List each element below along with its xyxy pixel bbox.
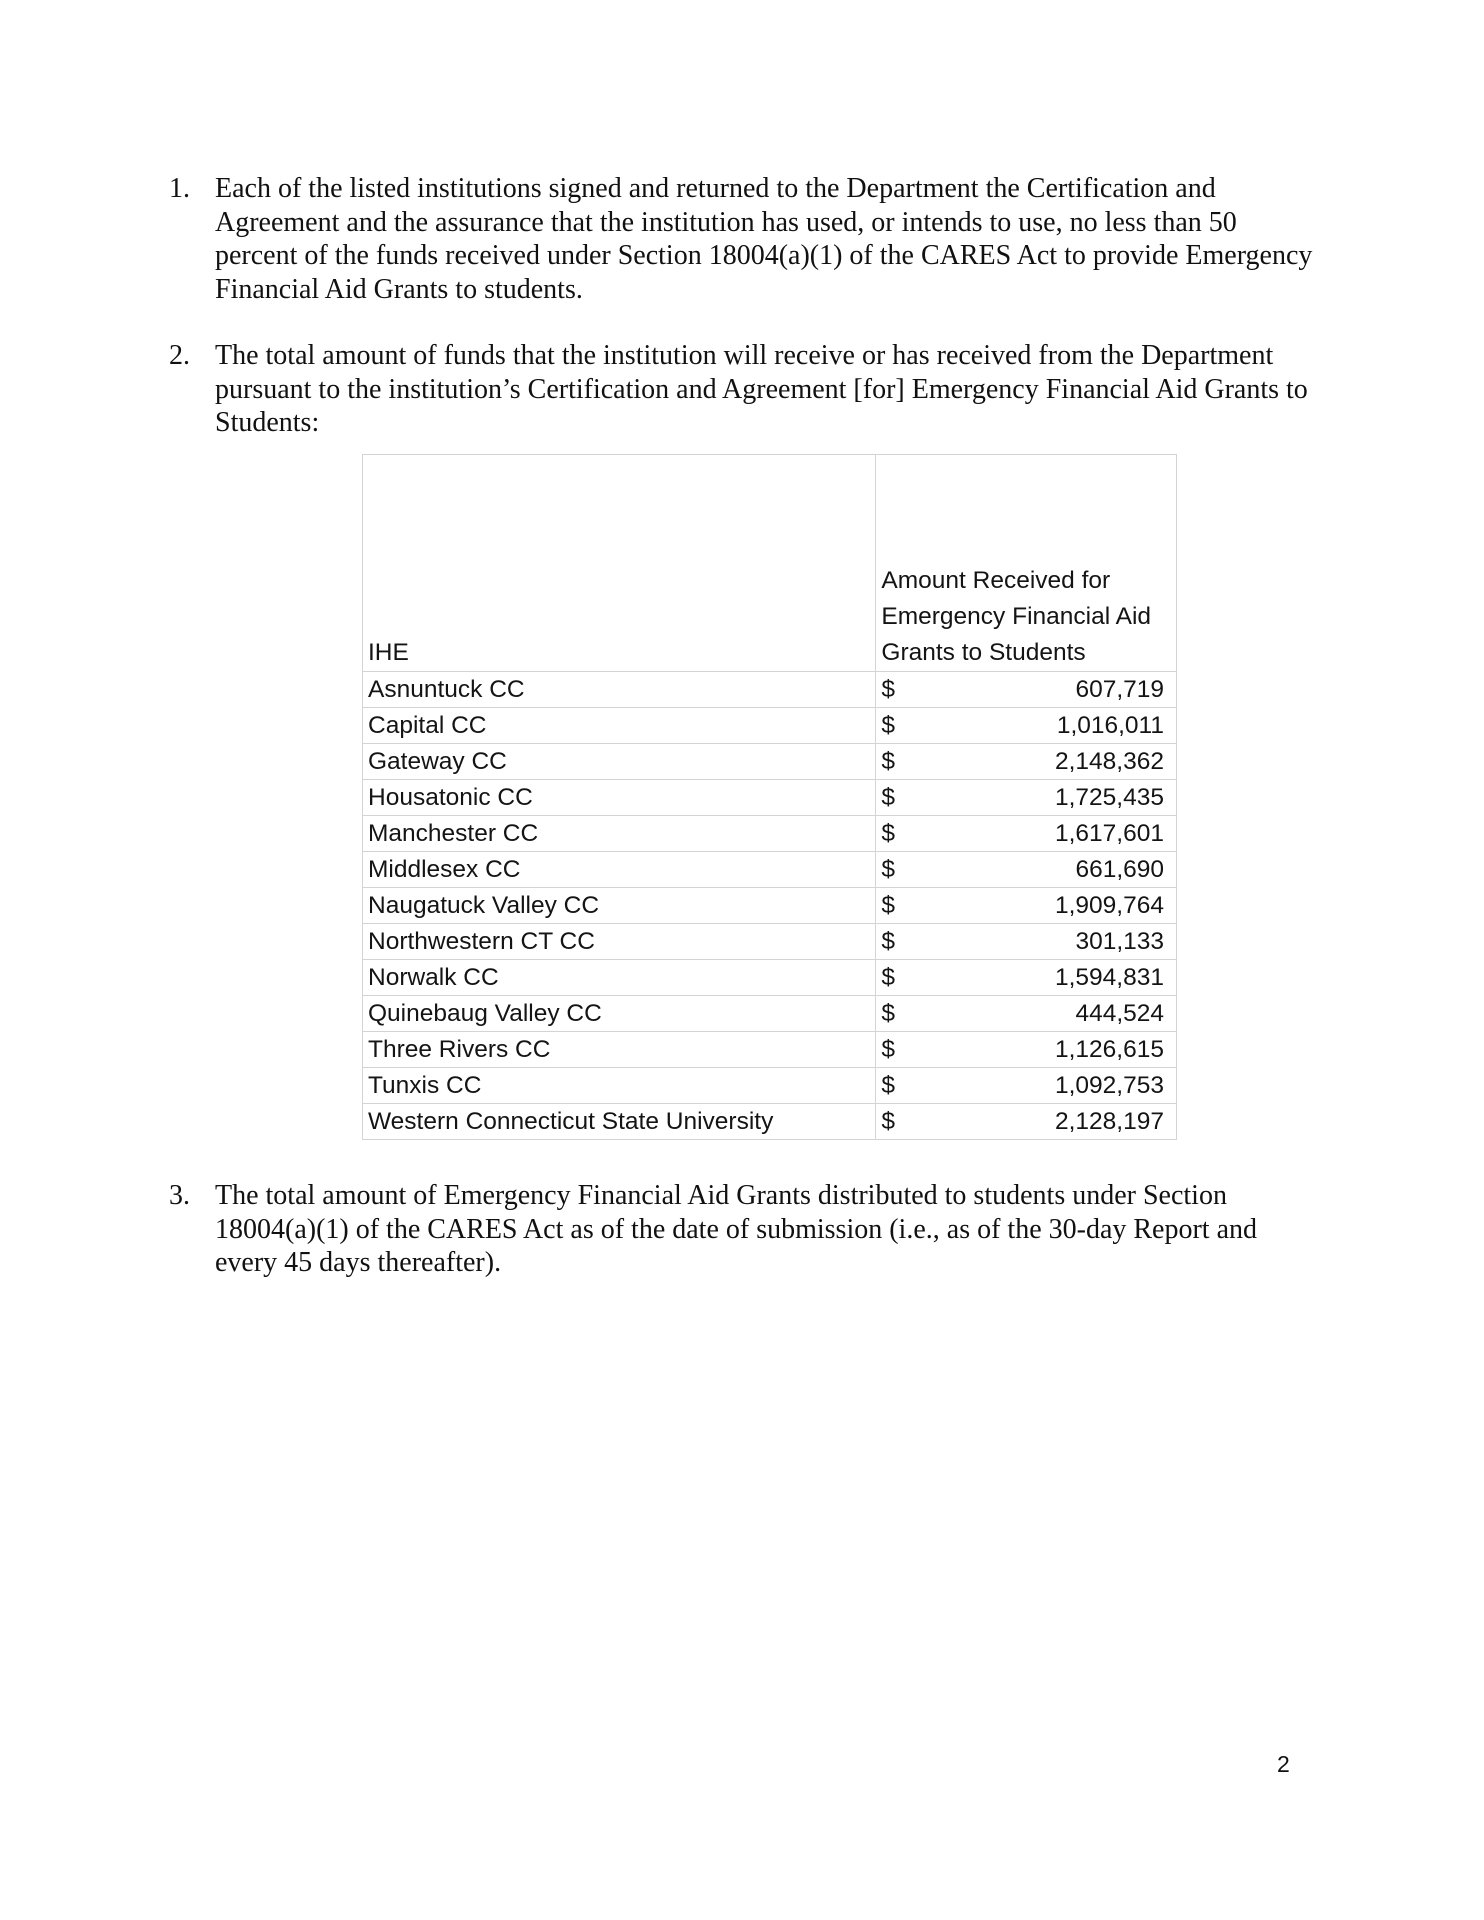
amount-wrap (881, 780, 1164, 815)
amount-wrap (881, 708, 1164, 743)
amount-value: 2,148,362 (1055, 748, 1164, 775)
currency-symbol: $ (881, 1108, 896, 1135)
amount-cell (876, 1068, 1177, 1104)
currency-symbol: $ (881, 712, 896, 739)
ihe-name-cell: Three Rivers CC (363, 1032, 876, 1068)
table-row (363, 1068, 1177, 1104)
amount-value: 1,126,615 (1055, 1036, 1164, 1063)
ihe-name-cell: Tunxis CC (363, 1068, 876, 1104)
currency-symbol: $ (881, 928, 896, 955)
currency-symbol: $ (881, 964, 896, 991)
amount-wrap (881, 816, 1164, 851)
page-number: 2 (1277, 1751, 1290, 1777)
ihe-name-cell: Quinebaug Valley CC (363, 996, 876, 1032)
list-item-1-number: 1. (169, 173, 190, 204)
table-row (363, 1104, 1177, 1140)
amount-value: 1,725,435 (1055, 784, 1164, 811)
amount-value: 607,719 (1075, 676, 1164, 703)
table-row (363, 744, 1177, 780)
amount-cell (876, 996, 1177, 1032)
table-row (363, 888, 1177, 924)
list-item-2-text: The total amount of funds that the institution will receive or has received from the Department pursuant to the institution’s Certification and Agreement [for] Emergency Financial Aid Grants to Students: (215, 340, 1308, 439)
table-row (363, 672, 1177, 708)
currency-symbol: $ (881, 784, 896, 811)
ihe-name-cell: Norwalk CC (363, 960, 876, 996)
ihe-name-cell: Capital CC (363, 708, 876, 744)
amount-value: 444,524 (1075, 1000, 1164, 1027)
amount-wrap (881, 960, 1164, 995)
amount-cell (876, 852, 1177, 888)
amount-cell (876, 780, 1177, 816)
amount-cell (876, 924, 1177, 960)
currency-symbol: $ (881, 1072, 896, 1099)
list-item-1 (169, 172, 1325, 306)
header-ihe: IHE (363, 455, 876, 672)
amount-value: 301,133 (1075, 928, 1164, 955)
table-row (363, 996, 1177, 1032)
currency-symbol: $ (881, 892, 896, 919)
list-item-3-number: 3. (169, 1180, 190, 1211)
amount-wrap (881, 888, 1164, 923)
funds-table (362, 454, 1177, 1140)
table-row (363, 1032, 1177, 1068)
ihe-name-cell: Middlesex CC (363, 852, 876, 888)
amount-value: 2,128,197 (1055, 1108, 1164, 1135)
list-item-2 (169, 339, 1325, 440)
currency-symbol: $ (881, 820, 896, 847)
header-amount: Amount Received for Emergency Financial Aid Grants to Students (876, 455, 1177, 672)
currency-symbol: $ (881, 676, 896, 703)
ihe-name-cell: Western Connecticut State University (363, 1104, 876, 1140)
amount-cell (876, 1032, 1177, 1068)
amount-wrap (881, 1068, 1164, 1103)
currency-symbol: $ (881, 748, 896, 775)
ihe-name-cell: Housatonic CC (363, 780, 876, 816)
amount-cell (876, 744, 1177, 780)
amount-value: 1,617,601 (1055, 820, 1164, 847)
currency-symbol: $ (881, 1036, 896, 1063)
table-row (363, 960, 1177, 996)
list-item-3 (169, 1179, 1325, 1280)
table-row (363, 924, 1177, 960)
amount-value: 1,092,753 (1055, 1072, 1164, 1099)
amount-cell (876, 816, 1177, 852)
table-row (363, 708, 1177, 744)
table-header-row (363, 455, 1177, 672)
amount-wrap (881, 852, 1164, 887)
ihe-name-cell: Asnuntuck CC (363, 672, 876, 708)
ihe-name-cell: Naugatuck Valley CC (363, 888, 876, 924)
amount-wrap (881, 1104, 1164, 1139)
list-item-2-number: 2. (169, 340, 190, 371)
table-body (363, 672, 1177, 1140)
amount-value: 1,016,011 (1056, 712, 1164, 739)
amount-wrap (881, 996, 1164, 1031)
amount-cell (876, 960, 1177, 996)
list-item-1-text: Each of the listed institutions signed and returned to the Department the Certification and Agreement and the assurance that the institution has used, or intends to use, no less than 50 percent of the funds received under Section 18004(a)(1) of the CARES Act to provide Emergency Financial Aid Grants to students. (215, 173, 1313, 305)
amount-value: 1,594,831 (1055, 964, 1164, 991)
amount-wrap (881, 744, 1164, 779)
amount-value: 661,690 (1075, 856, 1164, 883)
amount-wrap (881, 924, 1164, 959)
table-row (363, 852, 1177, 888)
ihe-name-cell: Northwestern CT CC (363, 924, 876, 960)
amount-cell (876, 708, 1177, 744)
amount-wrap (881, 672, 1164, 707)
amount-value: 1,909,764 (1055, 892, 1164, 919)
ihe-name-cell: Manchester CC (363, 816, 876, 852)
amount-cell (876, 672, 1177, 708)
ihe-name-cell: Gateway CC (363, 744, 876, 780)
amount-cell (876, 1104, 1177, 1140)
currency-symbol: $ (881, 1000, 896, 1027)
list-item-3-text: The total amount of Emergency Financial Aid Grants distributed to students under Section 18004(a)(1) of the CARES Act as of the date of submission (i.e., as of the 30-day Report and every 45 days thereafter). (215, 1180, 1258, 1279)
currency-symbol: $ (881, 856, 896, 883)
amount-cell (876, 888, 1177, 924)
table-row (363, 816, 1177, 852)
amount-wrap (881, 1032, 1164, 1067)
table-row (363, 780, 1177, 816)
